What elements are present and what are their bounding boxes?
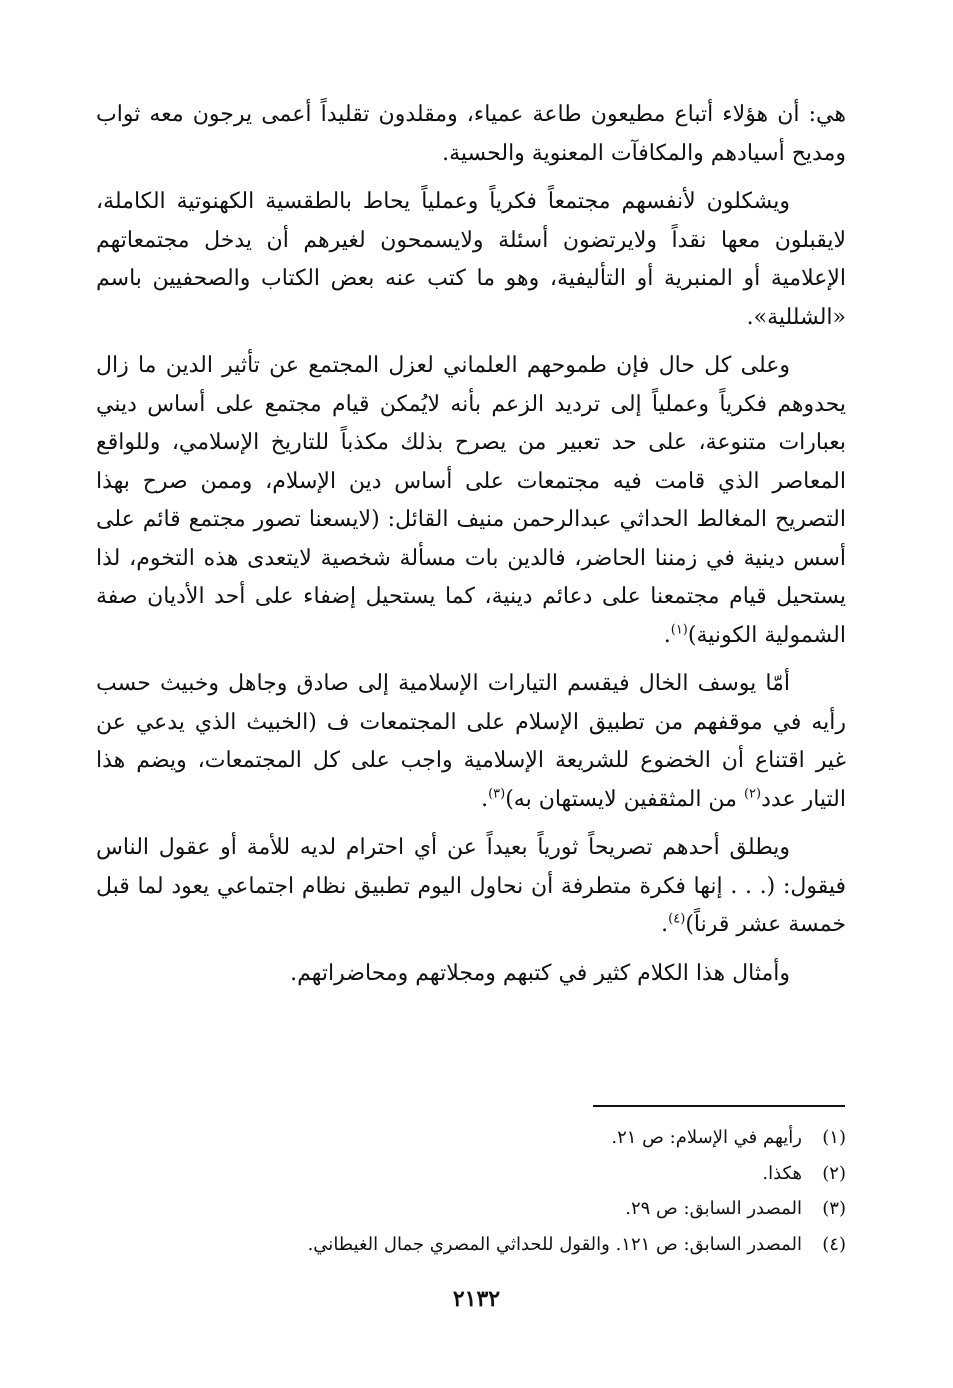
paragraph-5-text: ويطلق أحدهم تصريحاً ثورياً بعيداً عن أي احترام لديه للأمة أو عقول الناس فيقول: (. . . إنها فكرة متطرفة أن نحاول اليوم تطبيق نظام اجتماعي يعود لما قبل خمسة عشر قرناً)	[96, 835, 846, 937]
paragraph-4-text-b: من المثقفين لايستهان به)	[505, 786, 744, 812]
paragraph-4	[96, 665, 846, 819]
footnote-ref-4: (٤)	[668, 911, 686, 927]
paragraph-3-text: وعلى كل حال فإن طموحهم العلماني لعزل المجتمع عن تأثير الدين ما زال يحدوهم فكرياً وعملياً إلى ترديد الزعم بأنه لايُمكن قيام مجتمع على أساس ديني بعبارات متنوعة، على حد تعبير من يصرح بذلك مكذباً للتاريخ الإسلامي، وللواقع المعاصر الذي قامت فيه مجتمعات على أساس دين الإسلام، وممن صرح بهذا التصريح المغالط الحداثي عبدالرحمن منيف القائل: (لايسعنا تصور مجتمع قائم على أسس دينية في زمننا الحاضر، فالدين بات مسألة شخصية لايتعدى هذه التخوم، لذا يستحيل قيام مجتمعنا على دعائم دينية، كما يستحيل إضفاء على أحد الأديان صفة الشمولية الكونية)	[96, 353, 846, 648]
paragraph-4-text-a: أمّا يوسف الخال فيقسم التيارات الإسلامية إلى صادق وجاهل وخبيث حسب رأيه في موقفهم من تطبيق الإسلام على المجتمعات ف (الخبيث الذي يدعي عن غير اقتناع أن الخضوع للشريعة الإسلامية واجب على كل المجتمعات، ويضم هذا التيار عدد	[96, 671, 846, 812]
paragraph-1	[96, 96, 846, 173]
footnote-3	[146, 1191, 846, 1227]
paragraph-4-tail: .	[481, 786, 489, 812]
footnote-ref-2: (٢)	[743, 786, 762, 802]
paragraph-6	[96, 955, 846, 994]
footnote-2	[146, 1156, 846, 1192]
paragraph-6-text: وأمثال هذا الكلام كثير في كتبهم ومجلاتهم ومحاضراتهم.	[290, 960, 790, 986]
paragraph-3	[96, 347, 846, 655]
footnote-4	[146, 1227, 846, 1263]
paragraph-5-tail: .	[661, 912, 669, 937]
footnote-2-text: هكذا.	[762, 1162, 802, 1184]
footnote-ref-3: (٣)	[488, 786, 506, 802]
page-number: ٢١٣٢	[452, 1286, 501, 1312]
footnote-separator	[593, 1105, 845, 1107]
paragraph-3-tail: .	[663, 622, 671, 648]
footnote-3-text: المصدر السابق: ص ٢٩.	[625, 1198, 802, 1219]
footnote-4-number: (٤)	[822, 1233, 846, 1255]
footnote-ref-1: (١)	[670, 622, 688, 638]
footnote-2-number: (٢)	[822, 1162, 846, 1184]
paragraph-2-text: ويشكلون لأنفسهم مجتمعاً فكرياً وعملياً يحاط بالطقسية الكهنوتية الكاملة، لايقبلون معها نقداً ولايرتضون أسئلة ولايسمحون لغيرهم أن يدخل مجتمعاتهم الإعلامية أو المنبرية أو التأليفية، وهو ما كتب عنه بعض الكتاب والصحفيين باسم «الشللية».	[96, 189, 846, 330]
paragraph-5	[96, 829, 846, 945]
footnotes	[146, 1120, 846, 1262]
footnote-1-number: (١)	[822, 1127, 846, 1148]
footnote-4-text: المصدر السابق: ص ١٢١. والقول للحداثي المصري جمال الغيطاني.	[307, 1233, 802, 1255]
footnote-3-number: (٣)	[822, 1198, 846, 1219]
paragraph-2	[96, 183, 846, 337]
footnote-1	[146, 1120, 846, 1156]
footnote-1-text: رأيهم في الإسلام: ص ٢١.	[611, 1127, 802, 1148]
main-text	[96, 96, 846, 1003]
paragraph-1-text: هي: أن هؤلاء أتباع مطيعون طاعة عمياء، ومقلدون تقليداً أعمى يرجون معه ثواب ومديح أسيادهم والمكافآت المعنوية والحسية.	[96, 102, 846, 166]
